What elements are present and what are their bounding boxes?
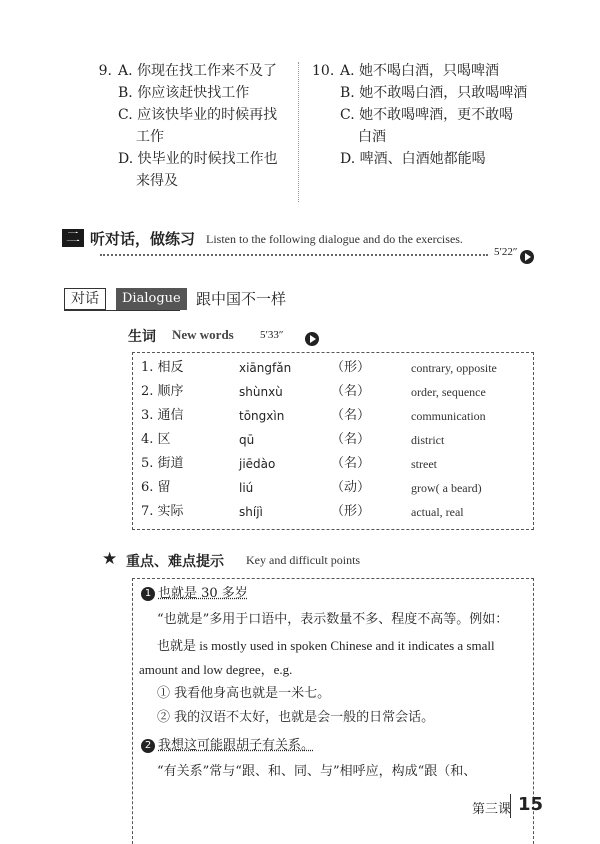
example-2: ② 我的汉语不太好，也就是会一般的日常会话。 (157, 710, 435, 725)
key-points-title-chinese: 重点、难点提示 (126, 554, 224, 570)
key-points-title-english: Key and difficult points (246, 553, 361, 567)
point-1-english-line-2: amount and low degree，e.g. (139, 662, 293, 677)
vocabulary-box (132, 352, 534, 530)
example-1: ① 我看他身高也就是一米七。 (157, 686, 331, 701)
point-1-explanation: “也就是”多用于口语中，表示数量不多、程度不高等。例如： (157, 612, 509, 627)
vocab-row: 5. 街道 jiēdào （名） street (141, 456, 437, 471)
vocab-row: 6. 留 liú （动） grow( a beard) (141, 480, 482, 495)
section-audio-time: 5′22″ (494, 246, 518, 258)
q9-option-c-cont: 工作 (136, 129, 164, 145)
point-2-heading: 2 我想这可能跟胡子有关系。 (141, 735, 314, 757)
q10-option-c-cont: 白酒 (358, 129, 386, 145)
dialogue-title: 跟中国不一样 (196, 290, 287, 308)
new-words-audio-time: 5′33″ (260, 329, 284, 341)
section-number-badge: 二 (62, 229, 84, 247)
dialogue-tab-rule (64, 310, 180, 311)
play-audio-icon[interactable] (305, 332, 319, 346)
point-1-heading: 1 也就是 30 多岁 (141, 583, 248, 605)
q9-option-d-cont: 来得及 (136, 173, 178, 189)
column-divider (298, 62, 299, 202)
vocab-row: 7. 实际 shíjì （形） actual, real (141, 504, 464, 519)
q10-option-b: B. 她不敢喝白酒，只敢喝啤酒 (340, 85, 528, 101)
q10-option-d: D. 啤酒、白酒她都能喝 (340, 151, 486, 167)
new-words-label-english: New words (172, 327, 234, 342)
q10-option-c: C. 她不敢喝啤酒，更不敢喝 (340, 107, 514, 123)
section-english-instruction: Listen to the following dialogue and do the exercises. (206, 232, 463, 246)
dialogue-tab-chinese: 对话 (64, 288, 106, 310)
q9-option-c: C. 应该快毕业的时候再找 (118, 107, 278, 123)
vocab-row: 1. 相反 xiāngfǎn （形） contrary, opposite (141, 360, 497, 375)
q9-option-a: 9. A. 你现在找工作来不及了 (98, 63, 278, 79)
footer-divider (510, 794, 511, 818)
vocab-row: 3. 通信 tōngxìn （名） communication (141, 408, 486, 423)
point-number-badge: 1 (141, 587, 155, 601)
star-icon: ★ (102, 549, 118, 569)
dialogue-tab-english: Dialogue (116, 288, 187, 310)
q10-option-a: 10. A. 她不喝白酒，只喝啤酒 (312, 63, 500, 79)
page-number: 15 (518, 794, 544, 815)
point-2-explanation: “有关系”常与“跟、和、同、与”相呼应，构成“跟（和、 (157, 764, 477, 779)
point-number-badge: 2 (141, 739, 155, 753)
section-title: 听对话，做练习 (90, 230, 196, 248)
section-dotted-rule (100, 254, 488, 256)
new-words-label-chinese: 生词 (128, 329, 156, 345)
vocab-row: 2. 顺序 shùnxù （名） order, sequence (141, 384, 486, 399)
q9-option-b: B. 你应该赶快找工作 (118, 85, 250, 101)
question-10 (312, 60, 552, 170)
question-9 (90, 60, 290, 192)
play-audio-icon[interactable] (520, 250, 534, 264)
vocab-row: 4. 区 qū （名） district (141, 432, 445, 447)
q9-option-d: D. 快毕业的时候找工作也 (118, 151, 278, 167)
point-1-english-line-1: 也就是 is mostly used in spoken Chinese and it indicates a small (157, 638, 495, 653)
lesson-label: 第三课 (472, 802, 512, 817)
